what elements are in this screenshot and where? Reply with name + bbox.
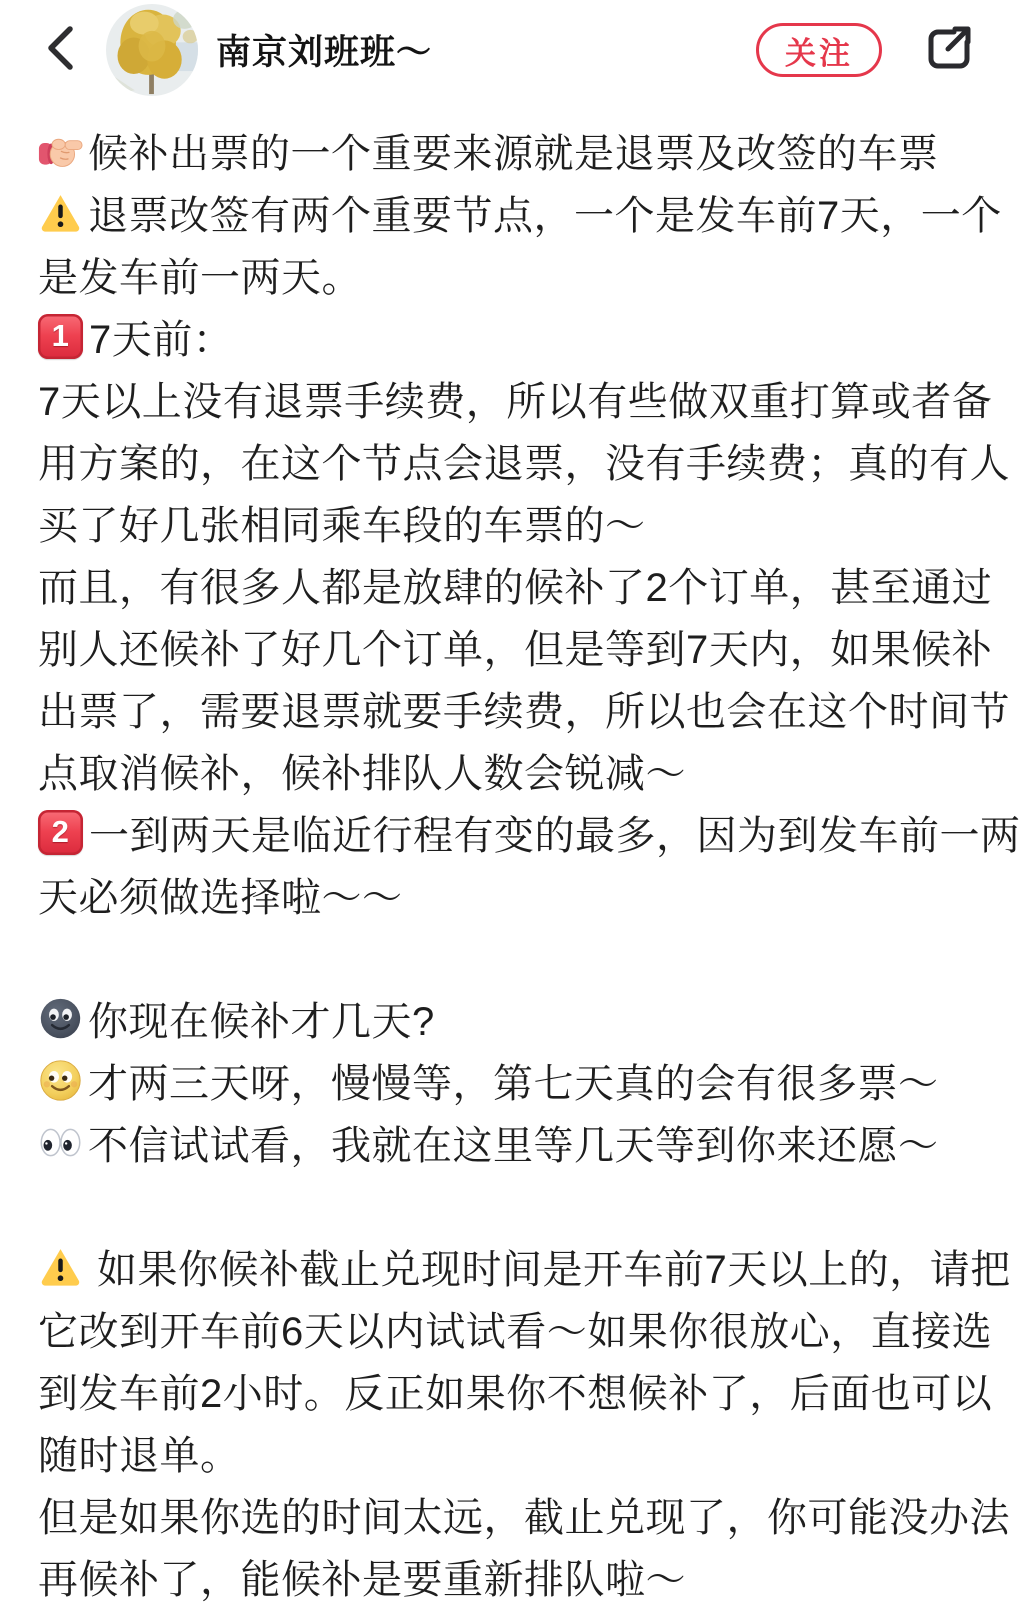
post-line-text: 一到两天是临近行程有变的最多，因为到发车前一两: [89, 813, 1021, 858]
post-line-text: 如果你候补截止兑现时间是开车前7天以上的，请把: [97, 1247, 1011, 1292]
post-line: [0, 305, 1024, 367]
post-line-text: 别人还候补了好几个订单，但是等到7天内，如果候补: [38, 627, 993, 672]
post-line-text: 不信试试看，我就在这里等几天等到你来还愿～: [88, 1123, 939, 1168]
blank-line: [0, 1173, 1024, 1235]
post-line-text: 7天前：: [89, 317, 234, 362]
post-line: [0, 181, 1024, 243]
chevron-left-icon: [43, 24, 77, 77]
back-button[interactable]: [40, 24, 80, 76]
post-line: [0, 119, 1024, 181]
post-line: [0, 1235, 1024, 1297]
post-line: [0, 863, 1024, 925]
keycap-1-icon: [38, 314, 83, 359]
post-line: [0, 615, 1024, 677]
point-right-icon: [38, 128, 83, 173]
post-line-text: 到发车前2小时。反正如果你不想候补了，后面也可以: [38, 1371, 993, 1416]
post-line-text: 退票改签有两个重要节点，一个是发车前7天，一个: [88, 193, 1002, 238]
post-line: [0, 1359, 1024, 1421]
post-line: [0, 801, 1024, 863]
eyes-icon: [38, 1120, 83, 1165]
post-line: [0, 243, 1024, 305]
follow-button[interactable]: 关注: [756, 23, 882, 77]
post-line: [0, 987, 1024, 1049]
header: [0, 0, 1024, 100]
post-line-text: 候补出票的一个重要来源就是退票及改签的车票: [88, 131, 939, 176]
post-line: [0, 429, 1024, 491]
post-line: [0, 1483, 1024, 1545]
warning-icon: [38, 190, 83, 235]
post-line-text: 7天以上没有退票手续费，所以有些做双重打算或者备: [38, 379, 993, 424]
post-line: [0, 739, 1024, 801]
post-line: [0, 1049, 1024, 1111]
username[interactable]: 南京刘班班～: [216, 33, 433, 72]
post-line: [0, 1111, 1024, 1173]
post-line-text: 是发车前一两天。: [38, 255, 362, 300]
share-button[interactable]: [922, 22, 974, 78]
post-line-text: 它改到开车前6天以内试试看～如果你很放心，直接选: [38, 1309, 993, 1354]
post-line: [0, 1421, 1024, 1483]
post-line-text: 天必须做选择啦～～: [38, 875, 403, 920]
new-moon-face-icon: [38, 996, 83, 1041]
post-line: [0, 553, 1024, 615]
avatar-tree-image: [106, 4, 198, 96]
post-line: [0, 367, 1024, 429]
share-icon: [923, 21, 973, 80]
post-line-text: 点取消候补，候补排队人数会锐减～: [38, 751, 686, 796]
post-body: [0, 119, 1024, 1603]
keycap-digit: 1: [51, 318, 70, 353]
post-line-text: 再候补了，能候补是要重新排队啦～: [38, 1557, 686, 1602]
post-line-text: 买了好几张相同乘车段的车票的～: [38, 503, 646, 548]
post-line: [0, 491, 1024, 553]
post-line: [0, 677, 1024, 739]
full-moon-face-icon: [38, 1058, 83, 1103]
keycap-2-icon: [38, 810, 83, 855]
post-line-text: 用方案的，在这个节点会退票，没有手续费；真的有人: [38, 441, 1010, 486]
post-line-text: 但是如果你选的时间太远，截止兑现了，你可能没办法: [38, 1495, 1010, 1540]
post-line-text: 而且，有很多人都是放肆的候补了2个订单，甚至通过: [38, 565, 993, 610]
post-line-text: 随时退单。: [38, 1433, 241, 1478]
post-line: [0, 1297, 1024, 1359]
post-line: [0, 1545, 1024, 1603]
post-line-text: 出票了，需要退票就要手续费，所以也会在这个时间节: [38, 689, 1010, 734]
avatar[interactable]: [106, 4, 198, 96]
blank-line: [0, 925, 1024, 987]
warning-icon: [38, 1244, 83, 1289]
post-line-text: 你现在候补才几天?: [88, 999, 435, 1044]
keycap-digit: 2: [51, 814, 70, 849]
post-line-text: 才两三天呀，慢慢等，第七天真的会有很多票～: [88, 1061, 939, 1106]
